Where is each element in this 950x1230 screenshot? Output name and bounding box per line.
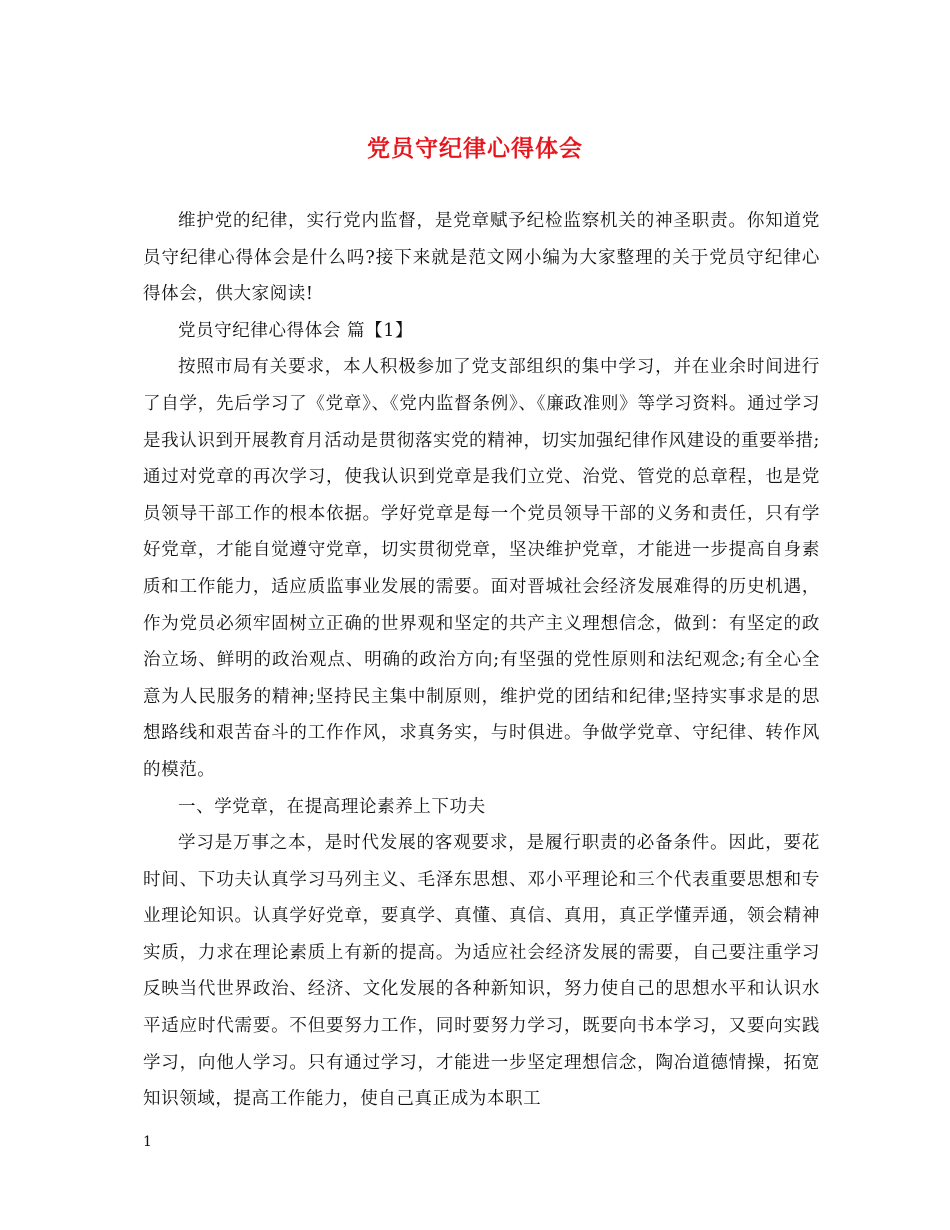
document-title: 党员守纪律心得体会 [367, 135, 583, 162]
subheading-study-party-constitution: 一、学党章，在提高理论素养上下功夫 [178, 796, 486, 817]
body-paragraph: 学习是万事之本，是时代发展的客观要求，是履行职责的必备条件。因此，要花时间、下功夫认真学习马列主义、毛泽东思想、邓小平理论和三个代表重要思想和专业理论知识。认真学好党章，要真学、真懂、真信、真用，真正学懂弄通，领会精神实质，力求在理论素质上有新的提高。为适应社会经济发展的需要，自己要注重学习反映当代世界政治、经济、文化发展的各种新知识，努力使自己的思想水平和认识水平适应时代需要。不但要努力工作，同时要努力学习，既要向书本学习，又要向实践学习，向他人学习。只有通过学习，才能进一步坚定理想信念，陶冶道德情操，拓宽知识领域，提高工作能力，使自己真正成为本职工 [143, 833, 820, 1110]
page-number: 1 [143, 1134, 152, 1150]
section-heading-part-1: 党员守纪律心得体会 篇【1】 [178, 320, 414, 341]
body-paragraph: 按照市局有关要求，本人积极参加了党支部组织的集中学习，并在业余时间进行了自学，先后学习了《党章》、《党内监督条例》、《廉政准则》等学习资料。通过学习是我认识到开展教育月活动是贯彻落实党的精神，切实加强纪律作风建设的重要举措;通过对党章的再次学习，使我认识到党章是我们立党、治党、管党的总章程，也是党员领导干部工作的根本依据。学好党章是每一个党员领导干部的义务和责任，只有学好党章，才能自觉遵守党章，切实贯彻党章，坚决维护党章，才能进一步提高自身素质和工作能力，适应质监事业发展的需要。面对晋城社会经济发展难得的历史机遇，作为党员必须牢固树立正确的世界观和坚定的共产主义理想信念，做到：有坚定的政治立场、鲜明的政治观点、明确的政治方向;有坚强的党性原则和法纪观念;有全心全意为人民服务的精神;坚持民主集中制原则，维护党的团结和纪律;坚持实事求是的思想路线和艰苦奋斗的工作作风，求真务实，与时俱进。争做学党章、守纪律、转作风的模范。 [143, 357, 820, 780]
document-body [143, 203, 820, 1118]
intro-paragraph: 维护党的纪律，实行党内监督，是党章赋予纪检监察机关的神圣职责。你知道党员守纪律心得体会是什么吗?接下来就是范文网小编为大家整理的关于党员守纪律心得体会，供大家阅读! [143, 211, 820, 305]
